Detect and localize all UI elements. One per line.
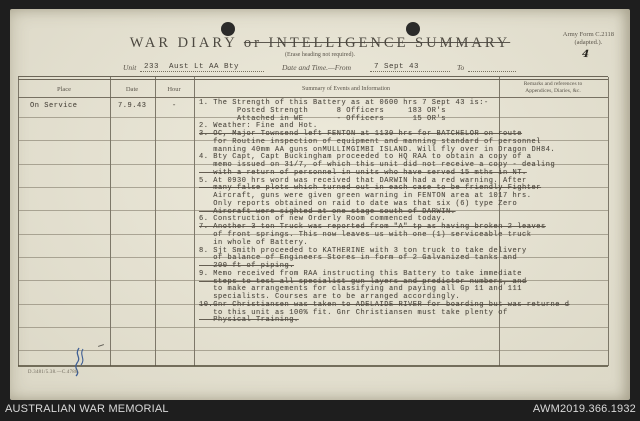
column-header-place: Place <box>56 86 72 93</box>
column-header-remarks <box>524 81 583 94</box>
summary-line: Posted Strength 8 Officers 183 OR's <box>199 106 447 115</box>
divider-date-hour <box>155 77 156 366</box>
summary-line: Aircraft were sighted at one stage south of DARWIN. <box>199 207 456 216</box>
summary-line: of front springs. This now leaves us with one (1) serviceable truck <box>199 231 532 240</box>
remarks-header-line2: Appendices, Diaries, &c. <box>525 87 581 94</box>
summary-line: 2. Weather: Fine and Hot. <box>199 122 318 131</box>
summary-line: 1. The Strength of this Battery as at 0600 hrs 7 Sept 43 is:- <box>199 99 489 107</box>
to-leader-line <box>468 61 516 72</box>
summary-line: with a return of personnel in units who have served 15 mths in NT. <box>199 168 527 177</box>
hole-punch-right <box>406 22 420 36</box>
summary-line: Attached in WE - Officers 15 OR's <box>199 114 447 123</box>
summary-line: 8. Sjt Smith proceeded to KATHERINE with 3 ton truck to take delivery <box>199 246 527 255</box>
unit-and-date-row <box>10 63 630 77</box>
summary-line: in whole of Battery. <box>199 238 309 247</box>
summary-line: 200 ft of piping. <box>199 262 295 271</box>
summary-line: specialists. Courses are to be arranged accordingly. <box>199 293 461 302</box>
table-top-border <box>18 76 608 80</box>
summary-line: to make arrangements for classifying and paying all Gp 11 and 111 <box>199 285 523 294</box>
remarks-header-line1: Remarks and references to <box>523 81 583 87</box>
header-separator-line <box>18 97 608 98</box>
form-adapted-text: (adapted.). <box>574 38 603 46</box>
printer-code: D.3481/5.38.—C.4788. <box>28 370 80 375</box>
summary-line: 3. OC, Major Townsend left FENTON at 1130 hrs for BATCHELOR on route <box>199 130 523 139</box>
title-intelligence-summary-struck: or INTELLIGENCE SUMMARY <box>243 35 511 51</box>
entry-place: On Service <box>30 102 78 110</box>
hole-punch-left <box>221 22 235 36</box>
column-header-hour: Hour <box>167 86 181 93</box>
title-note: (Erase heading not required). <box>285 52 355 58</box>
title-war-diary: WAR DIARY <box>129 35 244 51</box>
date-time-label: Date and Time.—From <box>282 63 352 72</box>
form-number-text: Army Form C.2118 <box>562 31 614 38</box>
summary-line: 10.Gnr Christiansen was taken to ADELAIDE RIVER for boarding but was returne d <box>199 300 570 309</box>
table-bottom-border <box>18 365 608 367</box>
summary-line: of balance of Engineers Stores in form of 2 Galvanized tanks and <box>199 254 518 263</box>
table-border-left <box>18 77 19 366</box>
summary-line: 4. Bty Capt, Capt Buckingham proceeded to HQ RAA to obtain a copy of a <box>199 153 532 162</box>
entry-summary-text <box>199 100 619 325</box>
summary-line: 6. Construction of new Orderly Room commenced today. <box>199 215 447 224</box>
entry-date: 7.9.43 <box>118 102 147 110</box>
summary-line: 7. Another 3 ton Truck was reported from "A" tp as having broken 2 leaves <box>199 223 546 232</box>
summary-line: for Routine inspection of equipment and manning standard of personnel <box>199 137 542 146</box>
summary-line: Only reports obtained on raid to date was that six (6) type Zero <box>199 199 518 208</box>
unit-label: Unit <box>123 63 137 72</box>
summary-line: many false plots which turned out in each case to be friendly Fighter <box>199 184 542 193</box>
summary-line: manning 40mm AA guns onMULLIMGIMBI ISLAND. Will fly over in Dragon DH84. <box>199 145 556 154</box>
column-header-date: Date <box>125 86 139 93</box>
page-title <box>10 35 630 52</box>
summary-line: Physical Training. <box>199 316 299 325</box>
summary-line: steps to test all specialist gun layers and predictor numbers, and <box>199 277 527 286</box>
date-from-value: 7 Sept 43 <box>374 63 420 71</box>
unit-value: 233 Aust Lt AA Bty <box>144 63 240 71</box>
ruled-line <box>18 327 608 328</box>
entry-hour: - <box>172 102 177 110</box>
summary-line: 5. At 0930 hrs word was received that DARWIN had a red warning. After <box>199 176 527 185</box>
handwritten-page-number: 4 <box>581 48 590 61</box>
ruled-line <box>18 350 608 351</box>
to-label: To <box>457 63 465 72</box>
divider-place-date <box>110 77 111 366</box>
archive-institution-label: AUSTRALIAN WAR MEMORIAL <box>5 403 169 415</box>
divider-hour-summary <box>194 77 195 366</box>
summary-line: to this unit as 100% fit. Gnr Christiansen must take plenty of <box>199 308 508 317</box>
summary-line: 9. Memo received from RAA instructing this Battery to take immediate <box>199 269 523 278</box>
pencil-mark <box>98 344 104 347</box>
war-diary-page <box>10 9 630 400</box>
summary-line: Aircraft, guns were given green warning in FENTON area at 1017 hrs. <box>199 192 532 201</box>
summary-line: memo issued on 31/7, of which this unit did not receive a copy - dealing <box>199 161 556 170</box>
archive-accession-number: AWM2019.366.1932 <box>532 403 636 415</box>
column-header-summary: Summary of Events and Information <box>302 86 390 92</box>
